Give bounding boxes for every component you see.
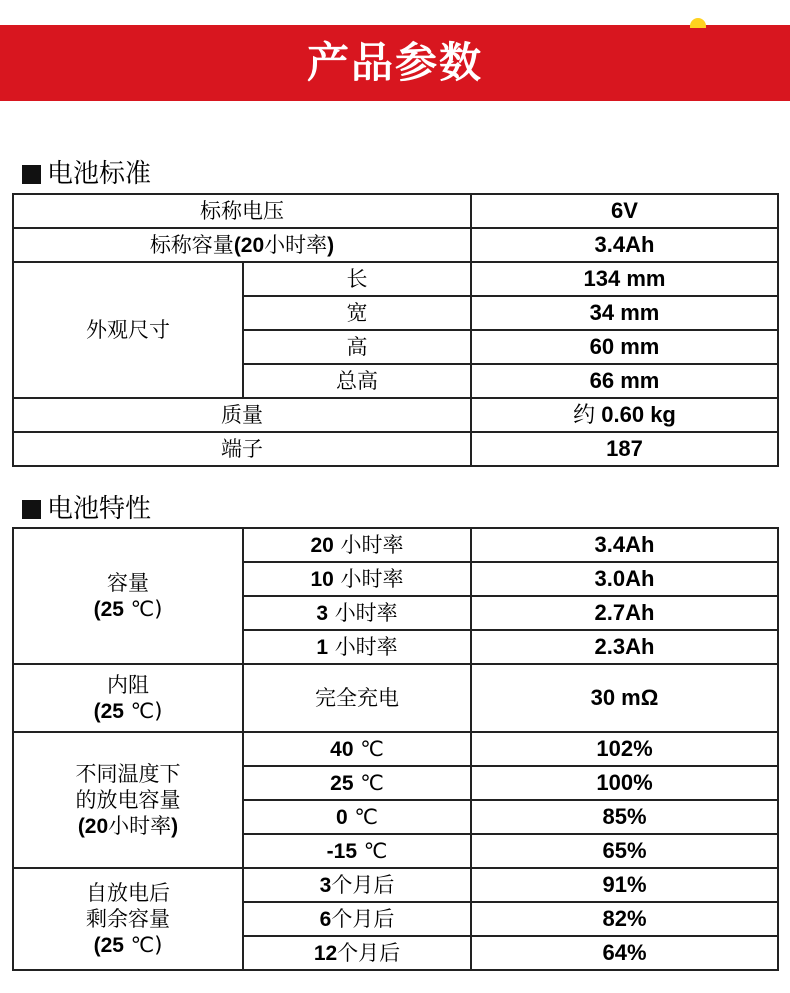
row-value: 66 mm <box>471 364 778 398</box>
section-title-battery-characteristics <box>22 493 151 525</box>
month-number: 3 <box>319 873 332 897</box>
sub-label <box>243 766 471 800</box>
temp-unit: ℃ <box>360 736 384 761</box>
label-line <box>14 932 242 959</box>
rate-unit: 小时率 <box>334 600 398 625</box>
rate-unit: 小时率 <box>334 634 398 659</box>
row-value: 134 mm <box>471 262 778 296</box>
sub-label: 高 <box>243 330 471 364</box>
sub-label <box>243 630 471 664</box>
month-unit: 个月后 <box>331 872 395 897</box>
rate-unit: 小时率 <box>340 532 404 557</box>
row-label: 端子 <box>13 432 471 466</box>
row-value <box>471 398 778 432</box>
group-label <box>13 732 243 868</box>
label-bold: (20 <box>233 233 265 257</box>
label-line: 不同温度下 <box>75 761 181 786</box>
row-label: 标称电压 <box>13 194 471 228</box>
rate-number: 20 <box>310 533 334 557</box>
label-line: 剩余容量 <box>86 906 170 931</box>
sub-label: 宽 <box>243 296 471 330</box>
label-line: 的放电容量 <box>75 787 181 812</box>
label-line: 内阻 <box>107 672 149 697</box>
temp-value: (25 <box>93 933 124 957</box>
section-title-battery-standard <box>22 158 151 190</box>
group-label <box>13 868 243 970</box>
sub-label <box>243 800 471 834</box>
value-text: 0.60 kg <box>601 401 676 427</box>
page-title: 产品参数 <box>306 38 483 87</box>
rate-unit: 小时率 <box>108 813 172 838</box>
temp-value: -15 <box>326 839 358 863</box>
sub-label: 长 <box>243 262 471 296</box>
row-value: 60 mm <box>471 330 778 364</box>
battery-standard-table <box>12 193 779 467</box>
temp-unit: ℃ <box>354 804 378 829</box>
sub-label <box>243 936 471 970</box>
month-number: 12 <box>313 941 338 965</box>
group-label <box>13 664 243 732</box>
label-line <box>14 813 242 840</box>
row-value: 6V <box>471 194 778 228</box>
temp-value: (25 <box>93 597 124 621</box>
table-row <box>13 432 778 466</box>
table-row <box>13 664 778 732</box>
label-bold: ) <box>327 233 335 257</box>
month-unit: 个月后 <box>331 906 395 931</box>
sub-label: 总高 <box>243 364 471 398</box>
label-text: 标称容量 <box>149 232 234 257</box>
temp-value: 25 <box>330 771 354 795</box>
group-label: 外观尺寸 <box>13 262 243 398</box>
row-label <box>13 228 471 262</box>
row-value: 85% <box>471 800 778 834</box>
sub-label <box>243 596 471 630</box>
temp-unit: ℃) <box>130 698 163 723</box>
label-line <box>14 698 242 725</box>
row-value: 64% <box>471 936 778 970</box>
temp-value: 0 <box>336 805 348 829</box>
battery-characteristics-table <box>12 527 779 971</box>
rate-number: 1 <box>316 635 328 659</box>
row-value: 100% <box>471 766 778 800</box>
label-line: 自放电后 <box>86 880 170 905</box>
row-value: 187 <box>471 432 778 466</box>
sub-label <box>243 902 471 936</box>
row-value: 30 mΩ <box>471 664 778 732</box>
row-label: 质量 <box>13 398 471 432</box>
rate-number: 3 <box>316 601 328 625</box>
row-value: 3.0Ah <box>471 562 778 596</box>
section-title-text: 电池特性 <box>47 494 152 524</box>
label-text: 小时率 <box>264 232 328 257</box>
month-number: 6 <box>319 907 332 931</box>
month-unit: 个月后 <box>337 940 401 965</box>
temp-unit: ℃ <box>360 770 384 795</box>
header-banner <box>0 25 790 101</box>
row-value: 3.4Ah <box>471 528 778 562</box>
temp-value: 40 <box>330 737 354 761</box>
temp-unit: ℃) <box>130 932 163 957</box>
row-value: 91% <box>471 868 778 902</box>
table-row <box>13 732 778 766</box>
row-value: 2.3Ah <box>471 630 778 664</box>
sub-label <box>243 732 471 766</box>
paren: ) <box>171 814 179 838</box>
table-row <box>13 868 778 902</box>
square-bullet-icon <box>22 165 41 184</box>
section-title-text: 电池标准 <box>47 159 152 189</box>
table-row <box>13 398 778 432</box>
temp-value: (25 <box>93 699 124 723</box>
label-line <box>14 596 242 623</box>
group-label <box>13 528 243 664</box>
decorative-dot <box>690 18 706 28</box>
row-value: 65% <box>471 834 778 868</box>
sub-label <box>243 868 471 902</box>
sub-label: 完全充电 <box>243 664 471 732</box>
table-row <box>13 228 778 262</box>
row-value: 82% <box>471 902 778 936</box>
row-value: 34 mm <box>471 296 778 330</box>
row-value: 2.7Ah <box>471 596 778 630</box>
row-value: 102% <box>471 732 778 766</box>
square-bullet-icon <box>22 500 41 519</box>
rate-unit: 小时率 <box>340 566 404 591</box>
sub-label <box>243 834 471 868</box>
table-row <box>13 194 778 228</box>
row-value: 3.4Ah <box>471 228 778 262</box>
sub-label <box>243 562 471 596</box>
rate-number: (20 <box>77 814 109 838</box>
label-line: 容量 <box>107 570 149 595</box>
rate-number: 10 <box>310 567 334 591</box>
table-row <box>13 262 778 296</box>
sub-label <box>243 528 471 562</box>
table-row <box>13 528 778 562</box>
value-prefix: 约 <box>573 402 596 428</box>
temp-unit: ℃) <box>130 596 163 621</box>
temp-unit: ℃ <box>363 838 388 863</box>
